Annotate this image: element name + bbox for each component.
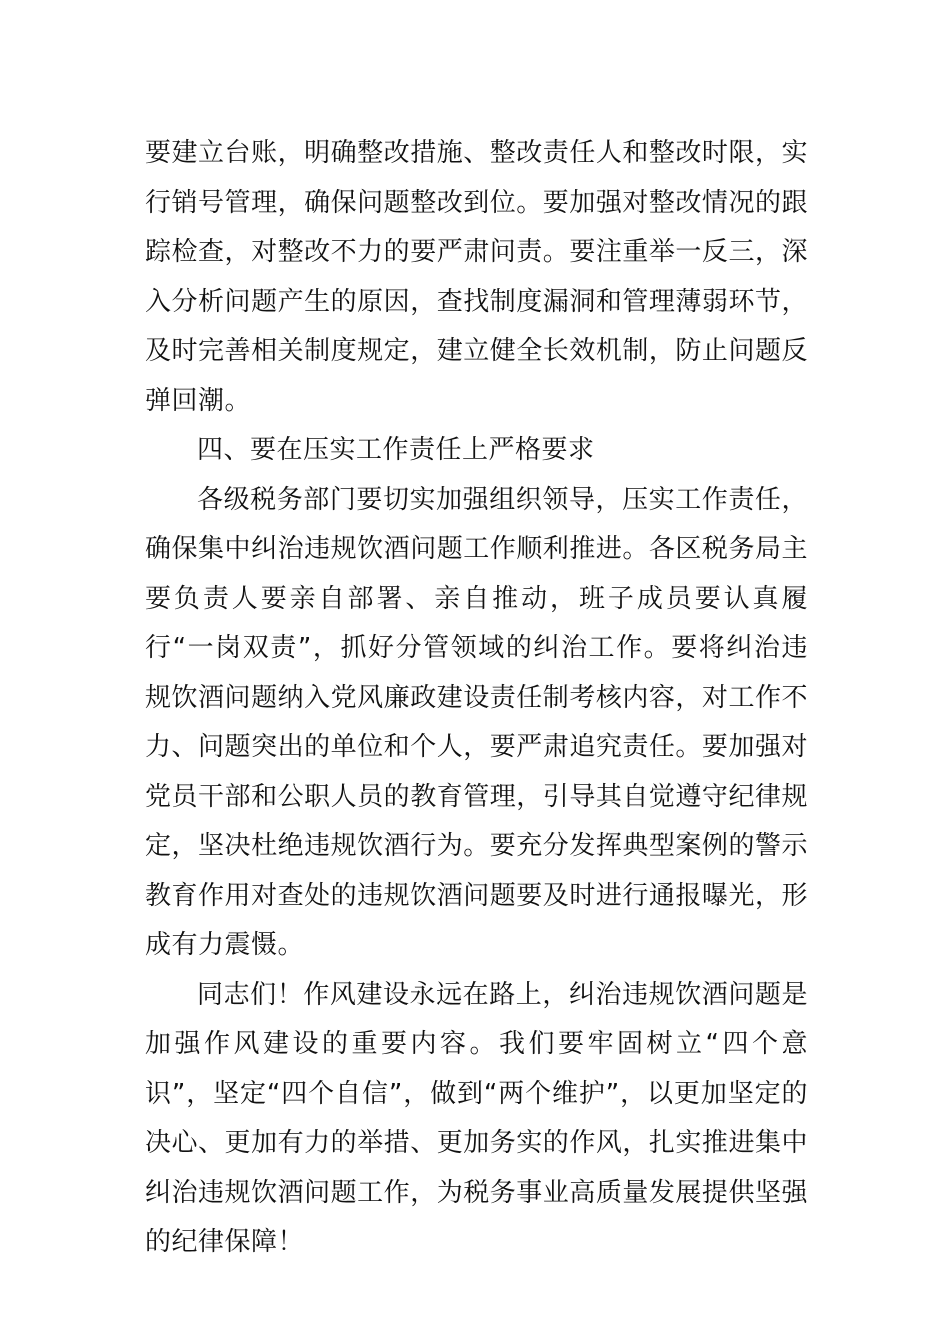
document-page [145, 129, 808, 1268]
paragraph-rectification: 要建立台账，明确整改措施、整改责任人和整改时限，实行销号管理，确保问题整改到位。要加强对整改情况的跟踪检查，对整改不力的要严肃问责。要注重举一反三，深入分析问题产生的原因，查找制度漏洞和管理薄弱环节，及时完善相关制度规定，建立健全长效机制，防止问题反弹回潮。 [145, 138, 808, 416]
paragraph-closing: 同志们！作风建设永远在路上，纠治违规饮酒问题是加强作风建设的重要内容。我们要牢固树立“四个意识”，坚定“四个自信”，做到“两个维护”，以更加坚定的决心、更加有力的举措、更加务实的作风，扎实推进集中纠治违规饮酒问题工作，为税务事业高质量发展提供坚强的纪律保障！ [145, 979, 808, 1257]
section-heading-four: 四、要在压实工作责任上严格要求 [197, 435, 595, 465]
paragraph-responsibility: 各级税务部门要切实加强组织领导，压实工作责任，确保集中纠治违规饮酒问题工作顺利推进。各区税务局主要负责人要亲自部署、亲自推动，班子成员要认真履行“一岗双责”，抓好分管领域的纠治工作。要将纠治违规饮酒问题纳入党风廉政建设责任制考核内容，对工作不力、问题突出的单位和个人，要严肃追究责任。要加强对党员干部和公职人员的教育管理，引导其自觉遵守纪律规定，坚决杜绝违规饮酒行为。要充分发挥典型案例的警示教育作用对查处的违规饮酒问题要及时进行通报曝光，形成有力震慑。 [145, 484, 808, 960]
